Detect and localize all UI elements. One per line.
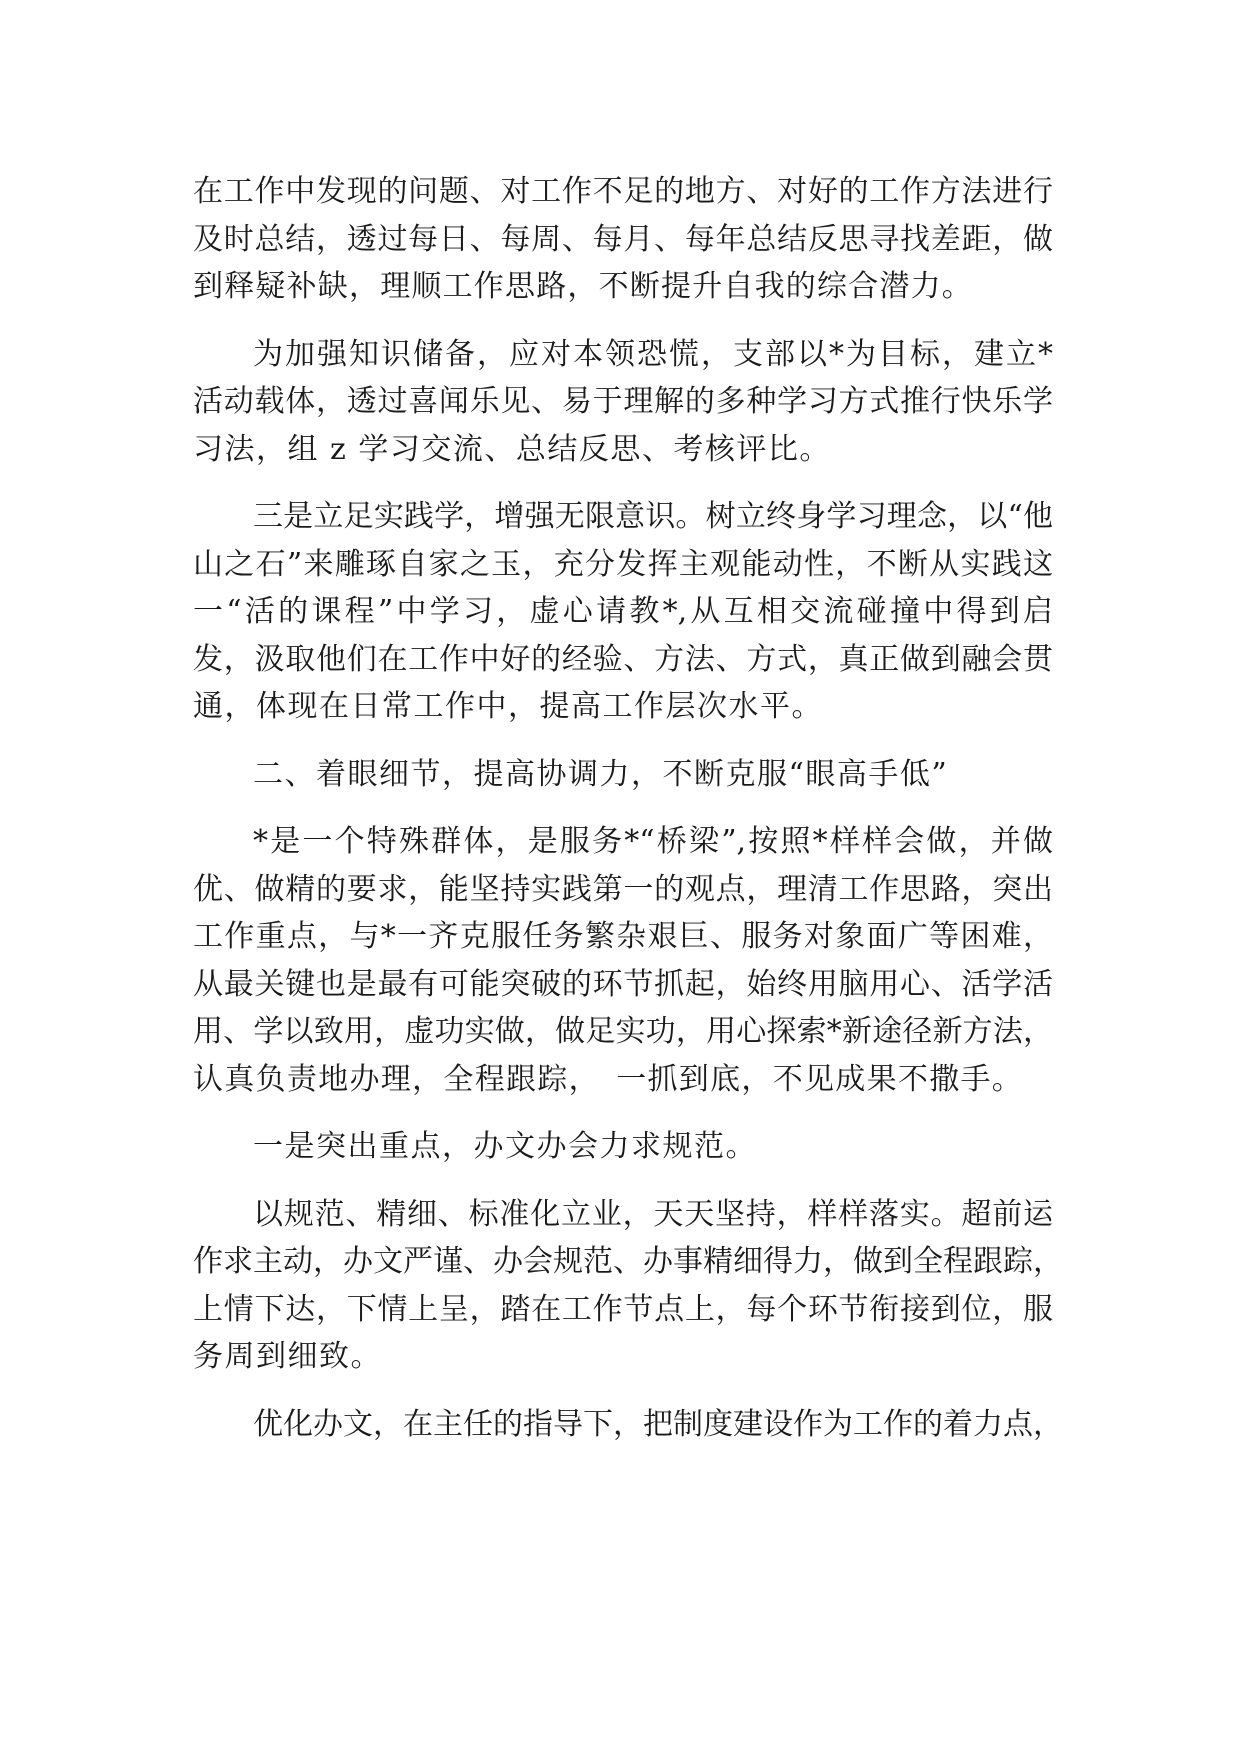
text-line: 山之石”来雕琢自家之玉，充分发挥主观能动性，不断从实践这 xyxy=(193,546,1053,582)
text-line: 发，汲取他们在工作中好的经验、方法、方式，真正做到融会贯 xyxy=(193,641,1053,677)
text-line: 在工作中发现的问题、对工作不足的地方、对好的工作方法进行 xyxy=(193,174,1053,209)
paragraph-gap xyxy=(193,731,1053,751)
paragraph xyxy=(193,1123,1053,1171)
paragraph xyxy=(193,1191,1063,1381)
text-line: 活动载体，透过喜闻乐见、易于理解的多种学习方式推行快乐学 xyxy=(193,384,1053,419)
text-line: 务周到细致。 xyxy=(193,1339,382,1374)
text-line: 到释疑补缺，理顺工作思路，不断提升自我的综合潜力。 xyxy=(193,269,973,304)
paragraph xyxy=(193,1401,1063,1449)
text-line: 以规范、精细、标准化立业，天天坚持，样样落实。超前运 xyxy=(253,1196,1053,1232)
text-line: 优、做精的要求，能坚持实践第一的观点，理清工作思路，突出 xyxy=(193,871,1053,907)
paragraph xyxy=(193,168,1053,311)
text-line: *是一个特殊群体，是服务*“桥梁”,按照*样样会做，并做 xyxy=(253,824,1053,859)
text-line: 上情下达，下情上呈，踏在工作节点上，每个环节衔接到位，服 xyxy=(193,1291,1053,1327)
text-line: 一“活的课程”中学习，虚心请教*,从互相交流碰撞中得到启 xyxy=(193,594,1053,629)
text-line: 作求主动，办文严谨、办会规范、办事精细得力，做到全程跟踪， xyxy=(193,1244,1063,1279)
text-line: 为加强知识储备，应对本领恐慌，支部以*为目标，建立* xyxy=(253,336,1053,372)
paragraph-gap xyxy=(193,1381,1053,1401)
text-line: 及时总结，透过每日、每周、每月、每年总结反思寻找差距，做 xyxy=(193,221,1053,257)
text-line: 用、学以致用，虚功实做，做足实功，用心探索*新途径新方法， xyxy=(193,1014,1053,1049)
text-line: 优化办文，在主任的指导下，把制度建设作为工作的着力点， xyxy=(253,1406,1063,1442)
text-line: 认真负责地办理，全程跟踪， 一抓到底，不见成果不撒手。 xyxy=(193,1061,1024,1097)
paragraph-gap xyxy=(193,798,1053,818)
paragraph xyxy=(193,331,1053,474)
text-line: 一是突出重点，办文办会力求规范。 xyxy=(253,1129,757,1164)
paragraph-gap xyxy=(193,311,1053,331)
section-heading xyxy=(193,751,1053,799)
paragraph xyxy=(193,493,1053,731)
text-line: 工作重点，与*一齐克服任务繁杂艰巨、服务对象面广等困难， xyxy=(193,919,1053,954)
document-body xyxy=(193,168,1063,1448)
paragraph-gap xyxy=(193,1103,1053,1123)
text-line: 从最关键也是最有可能突破的环节抓起，始终用脑用心、活学活 xyxy=(193,966,1053,1002)
text-line: 通，体现在日常工作中，提高工作层次水平。 xyxy=(193,689,823,724)
text-line: 三是立足实践学，增强无限意识。树立终身学习理念，以“他 xyxy=(253,499,1053,534)
text-line: 习法，组 z 学习交流、总结反思、考核评比。 xyxy=(193,431,831,467)
paragraph-gap xyxy=(193,1171,1053,1191)
paragraph-gap xyxy=(193,473,1053,493)
paragraph xyxy=(193,818,1053,1103)
text-line: 二、着眼细节，提高协调力，不断克服“眼高手低” xyxy=(253,756,949,792)
